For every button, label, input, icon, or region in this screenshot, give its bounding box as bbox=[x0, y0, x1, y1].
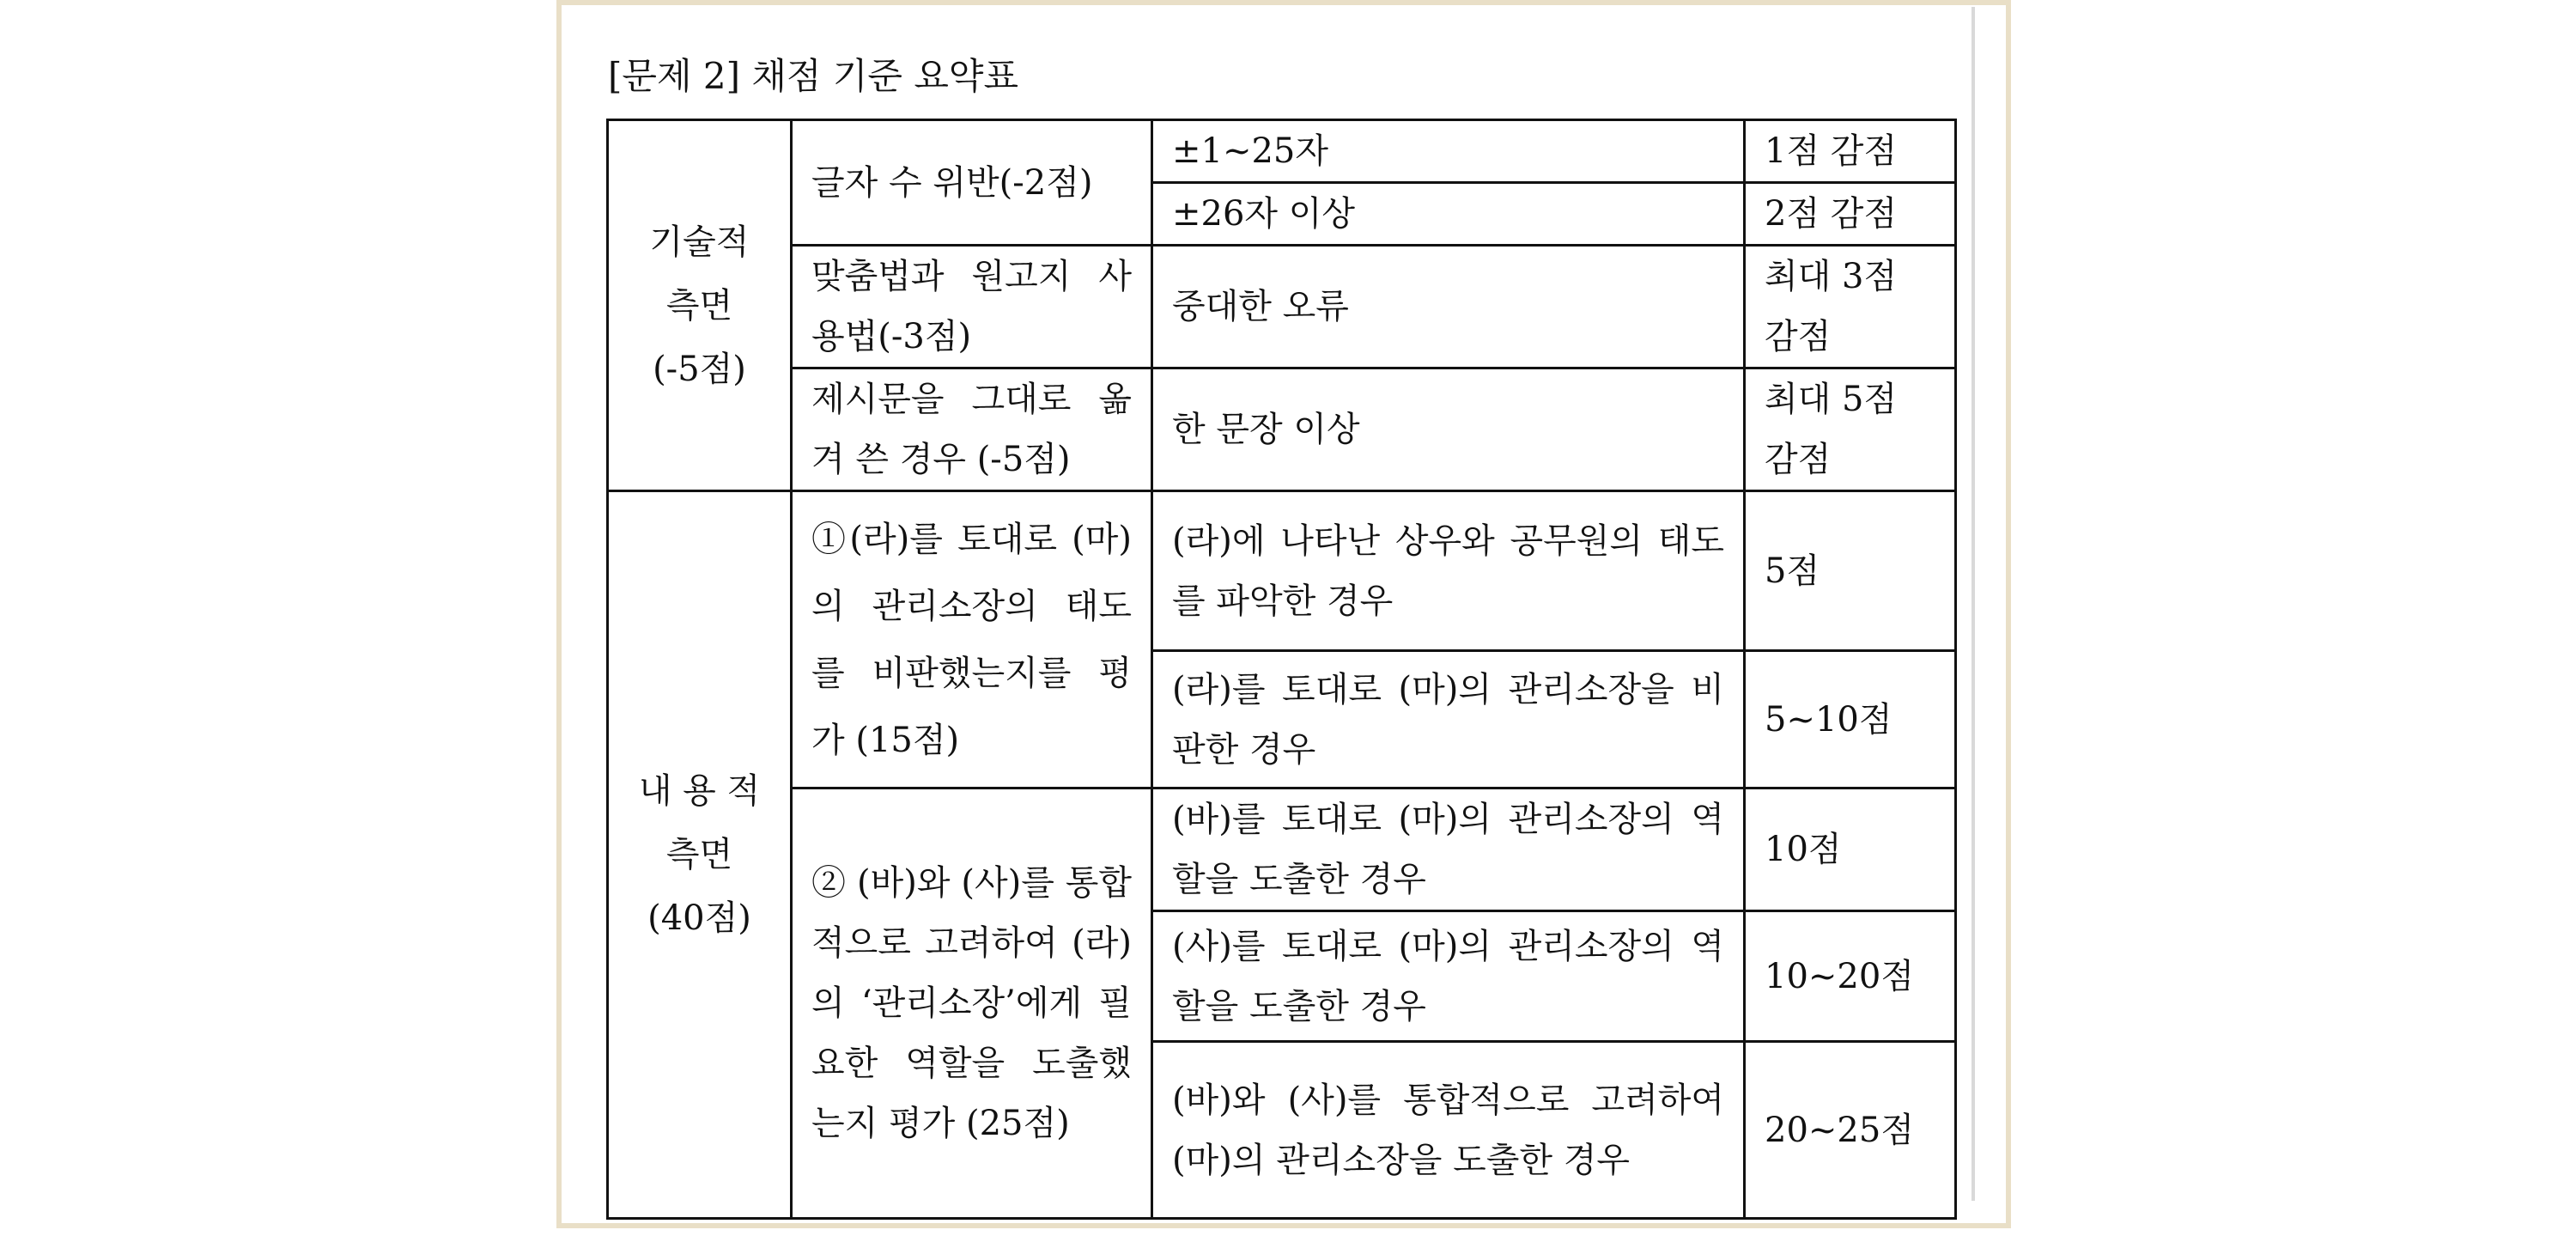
table-row bbox=[608, 788, 1956, 911]
criterion-cell: 글자 수 위반(-2점) bbox=[792, 120, 1152, 246]
table-row bbox=[608, 368, 1956, 491]
category-label: 측면 bbox=[665, 835, 733, 874]
table-row bbox=[608, 246, 1956, 368]
score-cell: 20~25점 bbox=[1745, 1042, 1956, 1219]
criterion-cell: ①(라)를 토대로 (마)의 관리소장의 태도를 비판했는지를 평가 (15점) bbox=[792, 491, 1152, 788]
criterion-cell: 제시문을 그대로 옮겨 쓴 경우 (-5점) bbox=[792, 368, 1152, 491]
description-cell: (바)와 (사)를 통합적으로 고려하여 (마)의 관리소장을 도출한 경우 bbox=[1152, 1042, 1745, 1219]
description-cell: (라)를 토대로 (마)의 관리소장을 비판한 경우 bbox=[1152, 651, 1745, 788]
category-points: (40점) bbox=[647, 898, 751, 938]
criterion-cell: 맞춤법과 원고지 사용법(-3점) bbox=[792, 246, 1152, 368]
description-cell: (라)에 나타난 상우와 공무원의 태도를 파악한 경우 bbox=[1152, 491, 1745, 651]
description-cell: ±26자 이상 bbox=[1152, 183, 1745, 246]
category-label: 내 용 적 bbox=[638, 771, 761, 811]
score-cell: 최대 5점 감점 bbox=[1745, 368, 1956, 491]
description-cell: (사)를 토대로 (마)의 관리소장의 역할을 도출한 경우 bbox=[1152, 911, 1745, 1042]
category-label: 기술적 bbox=[649, 222, 750, 262]
score-cell: 최대 3점 감점 bbox=[1745, 246, 1956, 368]
score-cell: 2점 감점 bbox=[1745, 183, 1956, 246]
score-cell: 10점 bbox=[1745, 788, 1956, 911]
category-points: (-5점) bbox=[653, 349, 746, 389]
score-cell: 5점 bbox=[1745, 491, 1956, 651]
page-edge-rule bbox=[1971, 7, 1975, 1201]
score-cell: 10~20점 bbox=[1745, 911, 1956, 1042]
description-cell: 중대한 오류 bbox=[1152, 246, 1745, 368]
description-cell: 한 문장 이상 bbox=[1152, 368, 1745, 491]
grading-criteria-table bbox=[606, 119, 1957, 1220]
table-row bbox=[608, 491, 1956, 651]
category-cell-technical bbox=[608, 120, 792, 491]
document-title: [문제 2] 채점 기준 요약표 bbox=[608, 55, 1019, 97]
table-row bbox=[608, 120, 1956, 183]
description-cell: ±1~25자 bbox=[1152, 120, 1745, 183]
score-cell: 5~10점 bbox=[1745, 651, 1956, 788]
category-cell-content bbox=[608, 491, 792, 1219]
score-cell: 1점 감점 bbox=[1745, 120, 1956, 183]
criterion-cell: ② (바)와 (사)를 통합적으로 고려하여 (라)의 ‘관리소장’에게 필요한 역할을 도출했는지 평가 (25점) bbox=[792, 788, 1152, 1219]
description-cell: (바)를 토대로 (마)의 관리소장의 역할을 도출한 경우 bbox=[1152, 788, 1745, 911]
category-label: 측면 bbox=[665, 285, 733, 326]
